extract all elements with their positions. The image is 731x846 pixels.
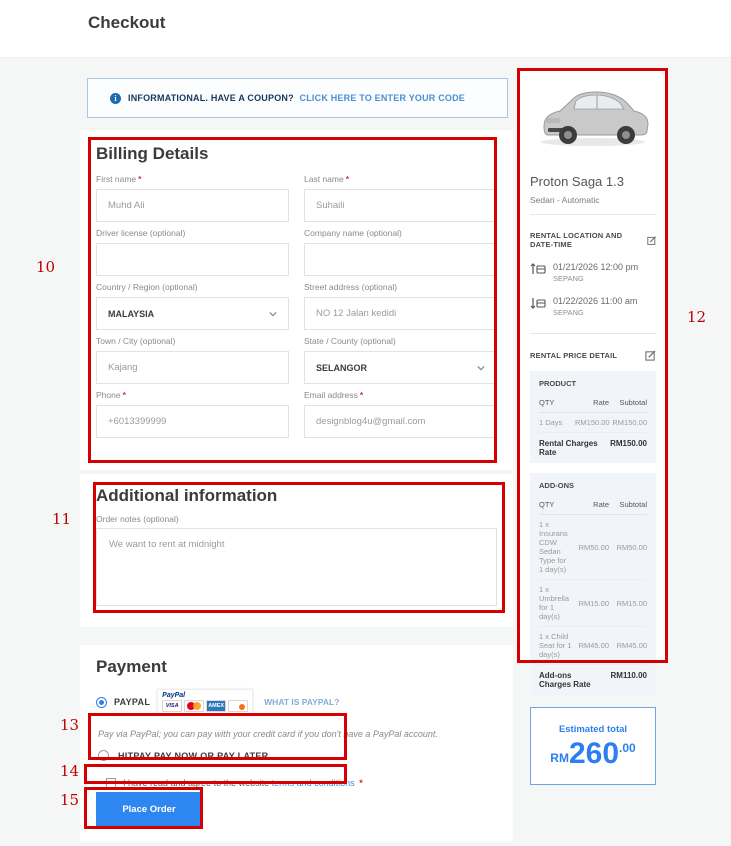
terms-link[interactable]: terms and conditions: [271, 778, 355, 788]
dropoff-location: SEPANG: [553, 308, 584, 317]
what-is-paypal-link[interactable]: WHAT IS PAYPAL?: [264, 697, 340, 707]
town-input[interactable]: [96, 351, 289, 384]
country-value: MALAYSIA: [108, 308, 155, 319]
phone-label: Phone: [96, 390, 121, 400]
payment-heading: Payment: [96, 657, 167, 676]
required-mark: *: [345, 174, 350, 184]
additional-heading: Additional information: [96, 486, 278, 505]
col-subtotal: Subtotal: [619, 500, 647, 509]
paypal-logo-card: [157, 689, 253, 715]
car-name: Proton Saga 1.3: [530, 174, 624, 189]
top-bar: [0, 0, 731, 58]
last-name-label: Last name: [304, 174, 344, 184]
country-field: [96, 282, 289, 336]
pickup-location: SEPANG: [553, 274, 584, 283]
driver-license-input[interactable]: [96, 243, 289, 276]
product-total-row: Rental Charges Rate RM150.00: [539, 439, 647, 457]
paypal-radio[interactable]: [96, 697, 107, 708]
billing-form: [96, 174, 497, 444]
table-row: 1 x Umbrella for 1 day(s) RM15.00 RM15.00: [539, 580, 647, 627]
col-subtotal: Subtotal: [619, 398, 647, 407]
amex-icon: AMEX: [206, 700, 226, 712]
mastercard-icon: [184, 700, 204, 712]
street-label: Street address (optional): [304, 282, 398, 292]
state-field: [304, 336, 497, 390]
company-name-input[interactable]: [304, 243, 497, 276]
visa-icon: VISA: [162, 700, 182, 712]
paypal-label: PAYPAL: [114, 697, 151, 707]
street-field: [304, 282, 497, 336]
pickup-row: [530, 262, 656, 283]
coupon-info-label: INFORMATIONAL.: [128, 93, 209, 103]
pickup-datetime: 01/21/2026 12:00 pm: [553, 262, 639, 272]
edit-price-icon[interactable]: [645, 350, 656, 361]
order-notes-textarea[interactable]: [96, 528, 497, 606]
first-name-label: First name: [96, 174, 137, 184]
annotation-label-12: 12: [687, 308, 707, 326]
annotation-label-14: 14: [60, 762, 80, 780]
coupon-banner: [87, 78, 508, 118]
product-table: [530, 371, 656, 463]
driver-license-label: Driver license (optional): [96, 228, 186, 238]
street-input[interactable]: [304, 297, 497, 330]
estimated-total-box: [530, 707, 656, 785]
annotation-label-10: 10: [36, 258, 56, 276]
edit-location-icon[interactable]: [647, 235, 656, 246]
state-value: SELANGOR: [316, 362, 368, 373]
rental-price-heading: RENTAL PRICE DETAIL: [530, 351, 618, 360]
first-name-input[interactable]: [96, 189, 289, 222]
product-title: PRODUCT: [539, 379, 577, 388]
required-mark: *: [122, 390, 126, 400]
estimated-total-amount: RM 260 .00: [550, 736, 636, 770]
billing-heading: Billing Details: [96, 144, 209, 163]
dropoff-datetime: 01/22/2026 11:00 am: [553, 296, 638, 306]
paypal-option-row: [96, 689, 497, 715]
dropoff-row: [530, 296, 656, 317]
order-summary-sidebar: [518, 68, 668, 770]
page-title: Checkout: [88, 13, 166, 32]
chevron-down-icon: [477, 364, 485, 372]
annotation-label-13: 13: [60, 716, 80, 734]
email-label: Email address: [304, 390, 358, 400]
first-name-field: [96, 174, 289, 228]
col-rate: Rate: [593, 398, 609, 407]
pickup-icon: [530, 262, 546, 277]
town-label: Town / City (optional): [96, 336, 176, 346]
email-input[interactable]: [304, 405, 497, 438]
company-name-label: Company name (optional): [304, 228, 402, 238]
info-icon: i: [110, 93, 121, 104]
phone-input[interactable]: [96, 405, 289, 438]
addons-total-row: Add-ons Charges Rate RM110.00: [539, 671, 647, 689]
col-qty: QTY: [539, 398, 555, 407]
terms-checkbox[interactable]: [106, 778, 116, 788]
phone-field: [96, 390, 289, 444]
annotation-label-11: 11: [52, 510, 72, 528]
table-row: 1 x Insurans CDW Sedan Type for 1 day(s) RM50.00 RM50.00: [539, 515, 647, 580]
hitpay-label: HITPAY PAY NOW OR PAY LATER: [118, 750, 269, 761]
last-name-field: [304, 174, 497, 228]
town-field: [96, 336, 289, 390]
paypal-logo: PayPal: [162, 692, 186, 699]
table-row: 1 x Child Seat for 1 day(s) RM45.00 RM45.00: [539, 627, 647, 665]
addons-title: ADD-ONS: [539, 481, 574, 490]
required-mark: *: [138, 174, 142, 184]
hitpay-radio[interactable]: [98, 750, 109, 761]
car-type: Sedan - Automatic: [530, 195, 656, 215]
company-name-field: [304, 228, 497, 282]
hitpay-option-row: [98, 750, 497, 761]
required-mark: *: [359, 778, 363, 788]
addons-table: [530, 473, 656, 695]
last-name-input[interactable]: [304, 189, 497, 222]
terms-row: [106, 778, 497, 788]
driver-license-field: [96, 228, 289, 282]
place-order-button[interactable]: Place Order: [96, 792, 202, 826]
state-label: State / County (optional): [304, 336, 396, 346]
annotation-label-15: 15: [60, 791, 80, 809]
required-mark: *: [359, 390, 364, 400]
order-notes-label: Order notes (optional): [96, 514, 179, 524]
table-row: 1 Days RM150.00 RM150.00: [539, 413, 647, 433]
discover-icon: [228, 700, 248, 712]
additional-info-panel: [80, 474, 513, 627]
coupon-question: HAVE A COUPON?: [210, 93, 294, 103]
terms-text: I have read and agree to the website: [123, 778, 270, 788]
payment-panel: [80, 645, 513, 842]
coupon-text: [128, 93, 465, 103]
dropoff-icon: [530, 296, 546, 311]
chevron-down-icon: [269, 310, 277, 318]
estimated-total-label: Estimated total: [558, 723, 628, 735]
country-label: Country / Region (optional): [96, 282, 198, 292]
car-image: [530, 78, 656, 152]
paypal-description: Pay via PayPal; you can pay with your credit card if you don't have a PayPal account.: [98, 729, 438, 739]
country-select[interactable]: [96, 297, 289, 330]
rental-location-heading: RENTAL LOCATION AND DATE-TIME: [530, 231, 623, 249]
billing-panel: [80, 130, 513, 470]
coupon-code-link[interactable]: CLICK HERE TO ENTER YOUR CODE: [299, 93, 465, 103]
state-select[interactable]: [304, 351, 497, 384]
col-qty: QTY: [539, 500, 555, 509]
email-field: [304, 390, 497, 444]
col-rate: Rate: [593, 500, 609, 509]
